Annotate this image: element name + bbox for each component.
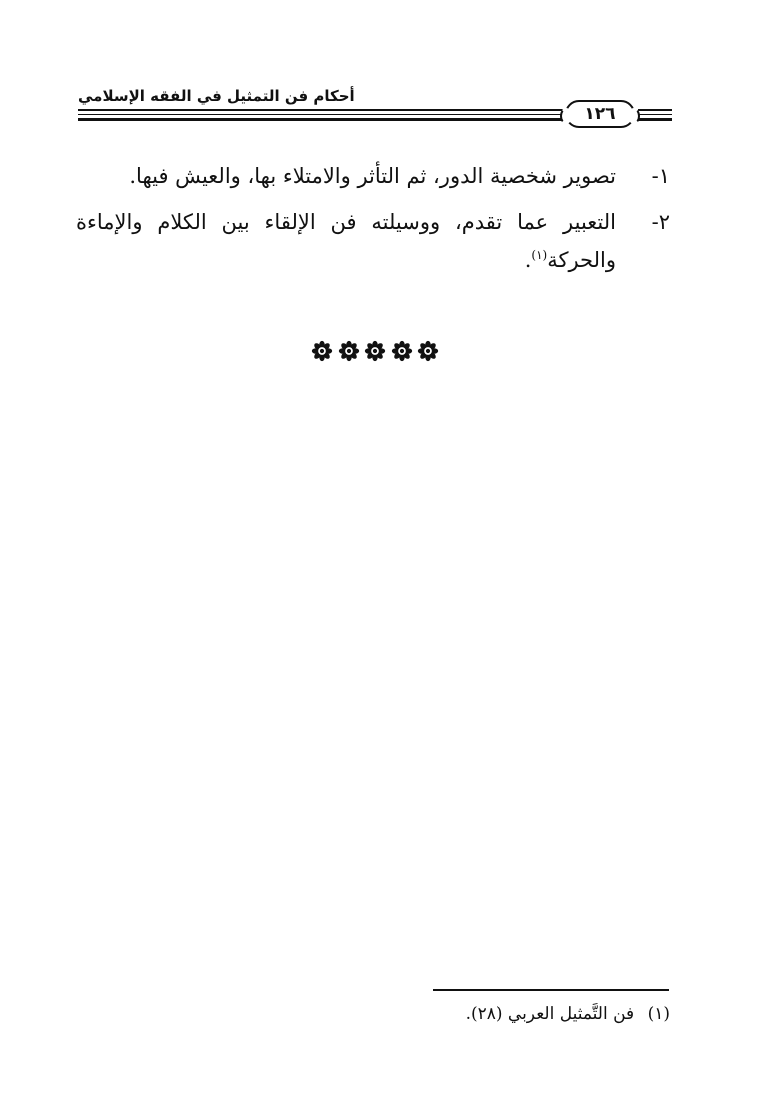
list-item-text-body: التعبير عما تقدم، ووسيلته فن الإلقاء بين الكلام والإماءة والحركة bbox=[76, 210, 616, 272]
list-item bbox=[76, 203, 670, 283]
header-rule bbox=[638, 118, 672, 121]
flower-ornament-icon bbox=[338, 340, 360, 362]
list-item-text bbox=[76, 203, 616, 279]
footnote-text: فن التَّمثيل العربي (٢٨). bbox=[465, 1004, 635, 1024]
footnote-reference: (١) bbox=[531, 248, 548, 262]
list-item-text: تصوير شخصية الدور، ثم التأثر والامتلاء بها، والعيش فيها. bbox=[129, 164, 616, 188]
section-ornament bbox=[311, 339, 439, 363]
footnote-separator bbox=[433, 989, 669, 991]
page-number-badge bbox=[565, 100, 635, 128]
header-rule bbox=[638, 114, 672, 115]
list-item bbox=[76, 157, 670, 197]
list-item-number: ١- bbox=[651, 164, 670, 188]
flower-ornament-icon bbox=[364, 340, 386, 362]
running-header bbox=[78, 86, 672, 132]
header-rule bbox=[638, 109, 672, 111]
list-item-text-tail: . bbox=[524, 248, 532, 272]
page-number: ١٢٦ bbox=[584, 104, 616, 124]
header-rule bbox=[78, 114, 566, 115]
flower-ornament-icon bbox=[417, 340, 439, 362]
footnote bbox=[270, 1000, 670, 1028]
header-rule bbox=[78, 109, 566, 111]
footnote-number: (١) bbox=[647, 1004, 670, 1024]
header-rule bbox=[78, 118, 566, 121]
book-title: أحكام فن التمثيل في الفقه الإسلامي bbox=[78, 87, 355, 105]
flower-ornament-icon bbox=[391, 340, 413, 362]
flower-ornament-icon bbox=[311, 340, 333, 362]
list-item-number: ٢- bbox=[651, 210, 670, 234]
